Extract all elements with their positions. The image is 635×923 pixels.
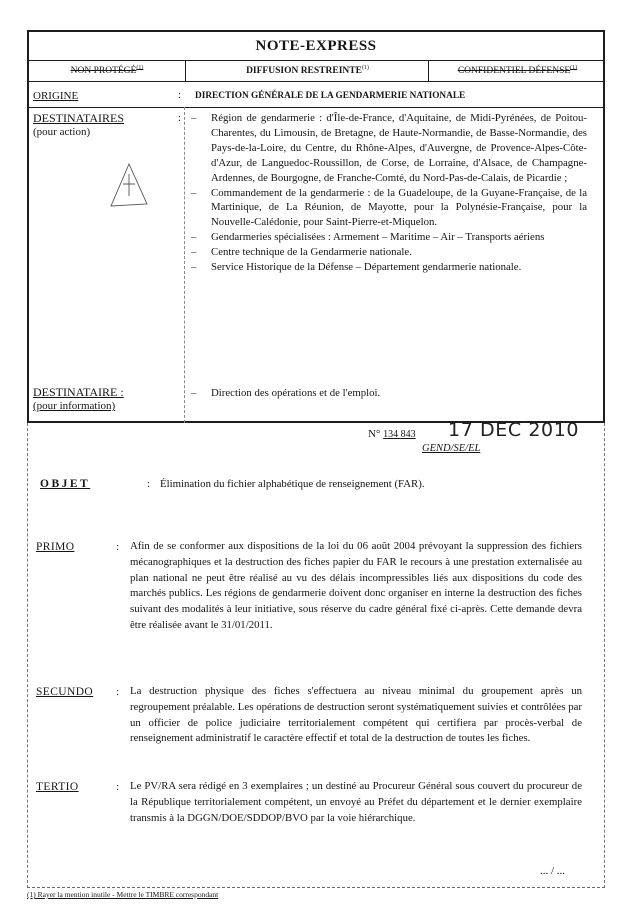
date-stamp: 17 DEC 2010 xyxy=(448,419,580,441)
divider xyxy=(604,423,605,888)
origine-label: ORIGINE xyxy=(33,90,79,102)
primo-colon: : xyxy=(116,541,120,553)
destinataire-info-item: – Direction des opérations et de l'emploi. xyxy=(191,387,381,399)
divider xyxy=(428,60,429,81)
service-reference: GEND/SE/EL xyxy=(422,443,481,454)
divider xyxy=(27,423,28,888)
tertio-colon: : xyxy=(116,781,120,793)
divider xyxy=(29,60,603,61)
destinataire-info-label: DESTINATAIRE : xyxy=(33,385,124,399)
destinataire-info-sublabel: (pour information) xyxy=(33,400,116,412)
divider xyxy=(184,107,185,423)
destinataire-item: – Région de gendarmerie : d'Île-de-France, d'Aquitaine, de Midi-Pyrénées, de Poitou-Charentes, du Limousin, de Bretagne, de Haute-Normandie, de Basse-Normandie, des Pays-de-la-Loire, du Centre, du Rhône-Alpes, d'Auvergne, de Provence-Alpes-Côte-d'Azur, de Languedoc-Roussillon, de Corse, de Lorraine, d'Alsace, de Champagne-Ardennes, de Bourgogne, de Franche-Comté, du Nord-Pas-de-Calais, de Picardie ; xyxy=(191,112,587,184)
primo-label: PRIMO xyxy=(36,541,75,553)
secundo-label: SECUNDO xyxy=(36,686,94,698)
classification-non-protege: NON PROTÉGÉ$^{(1)}$ xyxy=(70,65,144,77)
continuation-mark: ... / ... xyxy=(540,865,566,877)
destinataire-item: – Centre technique de la Gendarmerie nationale. xyxy=(191,246,412,259)
divider xyxy=(29,107,603,108)
tertio-text: Le PV/RA sera rédigé en 3 exemplaires ; un destiné au Procureur Général sous couvert du procureur de la République territorialement compétent, un envoyé au Préfet du département et le dernier exemplaire transmis à la DGGN/DOE/SDDOP/BVO par la voie hiérarchique. xyxy=(130,780,582,824)
divider xyxy=(29,81,603,82)
footnote: (1) Rayer la mention inutile - Mettre le TIMBRE correspondant xyxy=(27,890,219,899)
triangle-mark-icon xyxy=(103,160,153,215)
divider xyxy=(27,887,605,888)
divider xyxy=(185,60,186,81)
reference-line: N° 134 843 xyxy=(368,428,416,440)
destinataires-list xyxy=(191,111,587,275)
classification-confidentiel-defense: CONFIDENTIEL DÉFENSE$^{(1)}$ xyxy=(457,65,578,77)
destinataires-label: DESTINATAIRES xyxy=(33,111,125,125)
primo-text: Afin de se conformer aux dispositions de la loi du 06 août 2004 prévoyant la suppression des fichiers mécanographiques et la destruction des fiches papier du FAR le recours à une prestation externalisée au plan national ne peut être réalisé au vu des délais incompressibles liés aux dispositions du code des marchés publics. Les régions de gendarmerie doivent donc organiser en interne la destruction des fiches suivant des modalités à leur initiative, sous réserve du cadre général fixé ci-après. Cette demande devra être réalisée avant le 31/01/2011. xyxy=(130,540,582,631)
header-frame xyxy=(27,30,605,423)
objet-label: OBJET xyxy=(40,478,91,490)
destinataire-item: – Commandement de la gendarmerie : de la Guadeloupe, de la Guyane-Française, de la Martinique, de La Réunion, de Mayotte, pour la Polynésie-Française, pour la Nouvelle-Calédonie, pour Saint-Pierre-et-Miquelon. xyxy=(191,186,587,229)
destinataire-item: – Service Historique de la Défense – Département gendarmerie nationale. xyxy=(191,261,522,274)
tertio-label: TERTIO xyxy=(36,781,79,793)
objet-colon: : xyxy=(147,478,151,490)
destinataires-colon: : xyxy=(178,112,182,124)
destinataire-item: – Gendarmeries spécialisées : Armement – Maritime – Air – Transports aériens xyxy=(191,231,545,244)
origine-value: DIRECTION GÉNÉRALE DE LA GENDARMERIE NATIONALE xyxy=(195,91,466,101)
secundo-text: La destruction physique des fiches s'effectuera au niveau minimal du groupement après un regroupement préalable. Les opérations de destruction seront systématiquement suivies et contrôlées par un officier de police judiciaire territorialement compétent qui certifiera par procès-verbal de renseignement administratif le caractère effectif et total de la destruction de toutes les fiches. xyxy=(130,685,582,745)
destinataires-sublabel: (pour action) xyxy=(33,126,91,138)
origine-colon: : xyxy=(178,89,182,101)
secundo-colon: : xyxy=(116,686,120,698)
classification-diffusion-restreinte: DIFFUSION RESTREINTE$^{(1)}$ xyxy=(246,65,369,77)
document-title: NOTE-EXPRESS xyxy=(255,38,377,54)
objet-text: Élimination du fichier alphabétique de renseignement (FAR). xyxy=(160,478,425,490)
